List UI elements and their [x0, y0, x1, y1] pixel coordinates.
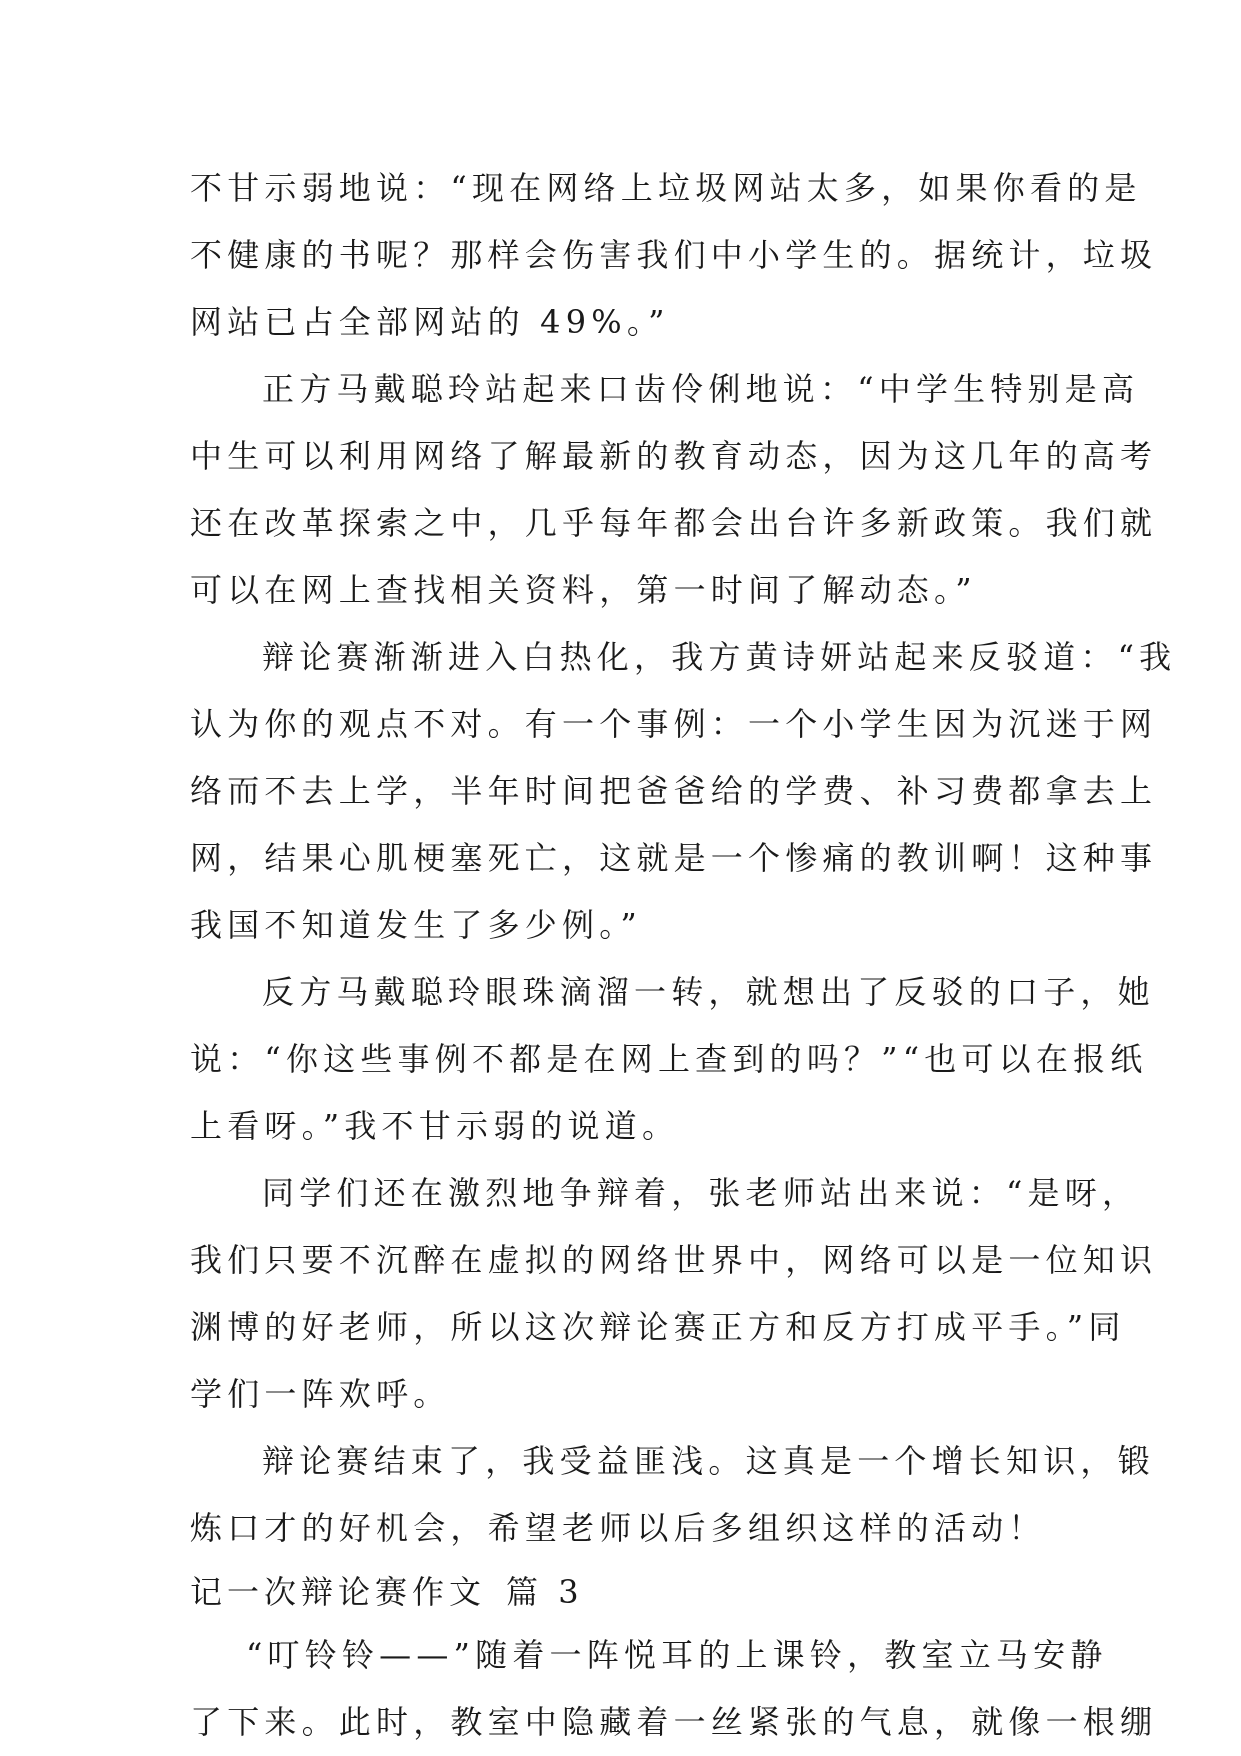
- paragraph-first-line: 反方马戴聪玲眼珠滴溜一转，就想出了反驳的口子，她: [262, 973, 1155, 1011]
- text-line: 渊博的好老师，所以这次辩论赛正方和反方打成平手。”同: [190, 1308, 1126, 1346]
- text-line: 不甘示弱地说：“现在网络上垃圾网站太多，如果你看的是: [190, 169, 1142, 207]
- text-line: 还在改革探索之中，几乎每年都会出台许多新政策。我们就: [190, 504, 1158, 542]
- text-line: 认为你的观点不对。有一个事例：一个小学生因为沉迷于网: [190, 705, 1158, 743]
- paragraph-first-line: “叮铃铃——”随着一阵悦耳的上课铃，教室立马安静: [246, 1636, 1108, 1674]
- text-line: 学们一阵欢呼。: [190, 1375, 451, 1413]
- text-line: 我们只要不沉醉在虚拟的网络世界中，网络可以是一位知识: [190, 1241, 1158, 1279]
- paragraph-first-line: 正方马戴聪玲站起来口齿伶俐地说：“中学生特别是高: [262, 370, 1140, 408]
- text-line: 网站已占全部网站的 49%。”: [190, 303, 670, 341]
- paragraph-first-line: 辩论赛渐渐进入白热化，我方黄诗妍站起来反驳道：“我: [262, 638, 1177, 676]
- text-line: 中生可以利用网络了解最新的教育动态，因为这几年的高考: [190, 437, 1158, 475]
- text-line: 炼口才的好机会，希望老师以后多组织这样的活动！: [190, 1509, 1046, 1547]
- text-line: 络而不去上学，半年时间把爸爸给的学费、补习费都拿去上: [190, 772, 1158, 810]
- text-line: 不健康的书呢？那样会伤害我们中小学生的。据统计，垃圾: [190, 236, 1158, 274]
- document-body: [190, 155, 1177, 1756]
- text-line: 我国不知道发生了多少例。”: [190, 906, 642, 944]
- text-line: 可以在网上查找相关资料，第一时间了解动态。”: [190, 571, 977, 609]
- paragraph-first-line: 辩论赛结束了，我受益匪浅。这真是一个增长知识，锻: [262, 1442, 1155, 1480]
- heading-title: 记一次辩论赛作文: [190, 1573, 487, 1611]
- section-heading: [190, 1562, 1050, 1622]
- text-line: 了下来。此时，教室中隐藏着一丝紧张的气息，就像一根绷: [190, 1703, 1158, 1741]
- text-line: 说：“你这些事例不都是在网上查到的吗？”“也可以在报纸: [190, 1040, 1148, 1078]
- heading-section-number: 篇 3: [506, 1573, 584, 1611]
- paragraph-first-line: 同学们还在激烈地争辩着，张老师站出来说：“是呀，: [262, 1174, 1140, 1212]
- text-line: 上看呀。”我不甘示弱的说道。: [190, 1107, 680, 1145]
- text-line: 网，结果心肌梗塞死亡，这就是一个惨痛的教训啊！这种事: [190, 839, 1158, 877]
